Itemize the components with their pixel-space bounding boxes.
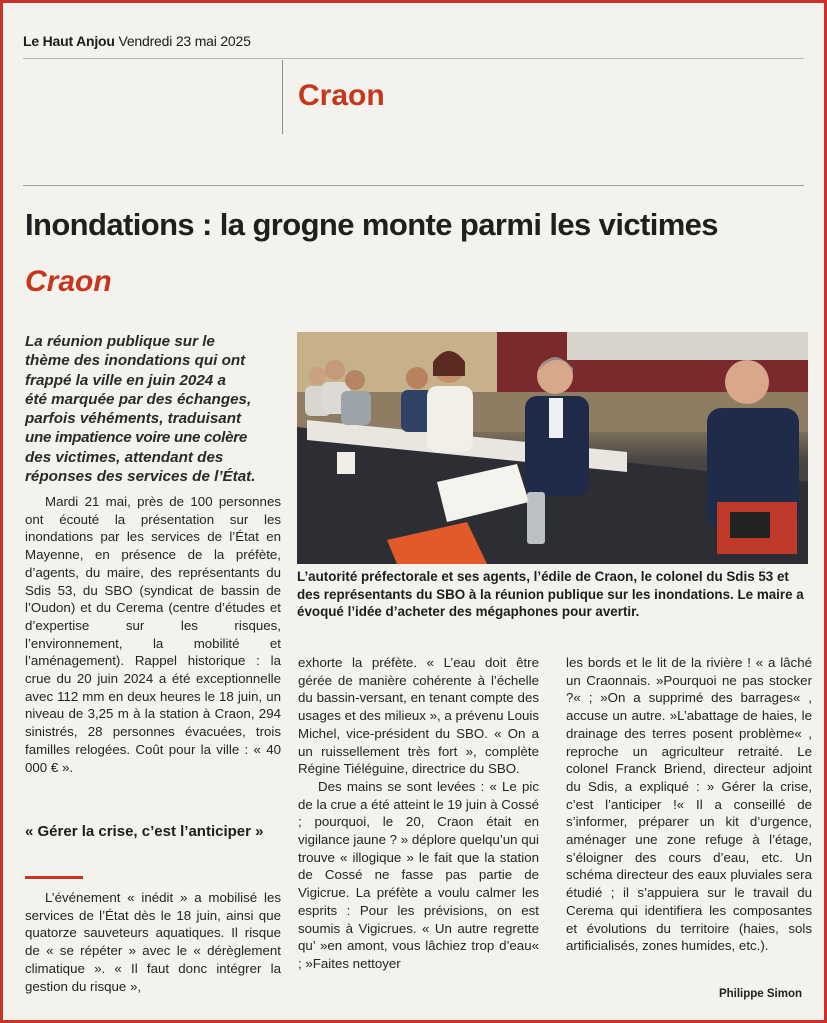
lead-line: thème des inondations qui ont	[25, 352, 246, 370]
article-city: Craon	[25, 265, 112, 298]
section-rule	[23, 185, 804, 186]
lead-line: des victimes, attendant des	[25, 448, 224, 466]
subhead-accent-bar	[25, 876, 83, 879]
article-subhead: « Gérer la crise, c’est l’anticiper »	[25, 823, 264, 840]
lead-line: été marquée par des échanges,	[25, 390, 252, 408]
top-rule	[23, 58, 804, 59]
lead-line: une impatience voire une colère	[25, 429, 247, 447]
lead-line: La réunion publique sur le	[25, 333, 215, 350]
paragraph: les bords et le lit de la rivière ! « a lâché un Craonnais. »Pourquoi ne pas stocker ?« ; »On a supprimé des barrages« , accuse un autre. »L’abattage de haies, le drainage des terres posent problème« , reproche un agriculteur retraité. Le colonel Franck Briend, directeur adjoint du Sdis, a expliqué : » Gérer la crise, c’est l’anticiper !« Il a conseillé de s’informer, préparer un kit d’urgence, aménager une zone refuge à l’étage, s’éloigner des cours d’eau, etc. Un schéma directeur des eaux pluviales sera étudié ; il s’appuiera sur le travail du Cerema qui identifiera les composantes et évolutions du territoire (haies, sols artificialisés, zones humides, etc.).	[566, 655, 812, 954]
meeting-photo-illustration	[297, 332, 808, 564]
article-lead	[25, 332, 281, 486]
paragraph: L’événement « inédit » a mobilisé les services de l’État dès le 18 juin, ainsi que quatorze sauveteurs aquatiques. Il risque de « se répéter » avec le « dérèglement climatique ». « Il faut donc intégrer la gestion du risque »,	[25, 890, 281, 994]
photo-caption: L’autorité préfectorale et ses agents, l’édile de Craon, le colonel du Sdis 53 et des représentants du SBO à la réunion publique sur les inondations. Le maire a évoqué l’idée d’acheter des mégaphones pour avertir.	[297, 569, 804, 619]
section-title: Craon	[298, 79, 385, 112]
section-divider	[282, 60, 283, 134]
meeting-photo	[297, 332, 808, 564]
lead-line: parfois véhéments, traduisant	[25, 410, 242, 428]
paragraph: Mardi 21 mai, près de 100 personnes ont écouté la présentation sur les inondations par les services de l’État en Mayenne, en présence de la préfète, d’agents, du maire, des représentants du Sdis 53, du SBO (syndicat de bassin de l’Oudon) et du Cerema (centre d’études et d’expertise sur les risques, l’environnement, la mobilité et l’aménagement). Rappel historique : la crue du 20 juin 2024 a été exceptionnelle avec 112 mm en deux heures le 18 juin, un niveau de 3,25 m à la station à Craon, 294 sinistrés, 28 personnes évacuées, trois familles relogées. Coût pour la ville : « 40 000 € ».	[25, 494, 281, 775]
issue-date: Vendredi 23 mai 2025	[118, 33, 251, 49]
masthead	[23, 33, 251, 49]
paragraph: Des mains se sont levées : « Le pic de la crue a été atteint le 19 juin à Cossé ; pourquoi, le 20, Craon était en vigilance jaune ? » déplore quelqu’un qui trouve « illogique » le fait que la station de Cossé ne fasse pas partie de Vigicrue. La préfète a voulu calmer les esprits : Pour les prévisions, on est soumis à Vigicrues. « Un autre regrette qu’ »en amont, vous lâchiez trop d’eau« ; »Faites nettoyer	[298, 778, 540, 971]
lead-line: frappé la ville en juin 2024 a	[25, 371, 226, 389]
article-column-1	[25, 493, 281, 776]
newspaper-name: Le Haut Anjou	[23, 33, 115, 49]
article-column-3	[566, 654, 812, 955]
article-column-1-continued	[25, 889, 281, 995]
paragraph: exhorte la préfète. « L’eau doit être gérée de manière cohérente à l’échelle du bassin-versant, en tenant compte des usages et des milieux », a prévenu Louis Michel, vice-président du SBO. « On a un ruissellement très fort », complète Régine Tiéléguine, directrice du SBO.	[298, 655, 539, 777]
author-byline: Philippe Simon	[718, 988, 802, 1000]
lead-line: réponses des services de l’État.	[25, 468, 256, 486]
article-headline: Inondations : la grogne monte parmi les victimes	[25, 207, 718, 242]
article-column-2	[298, 654, 539, 973]
